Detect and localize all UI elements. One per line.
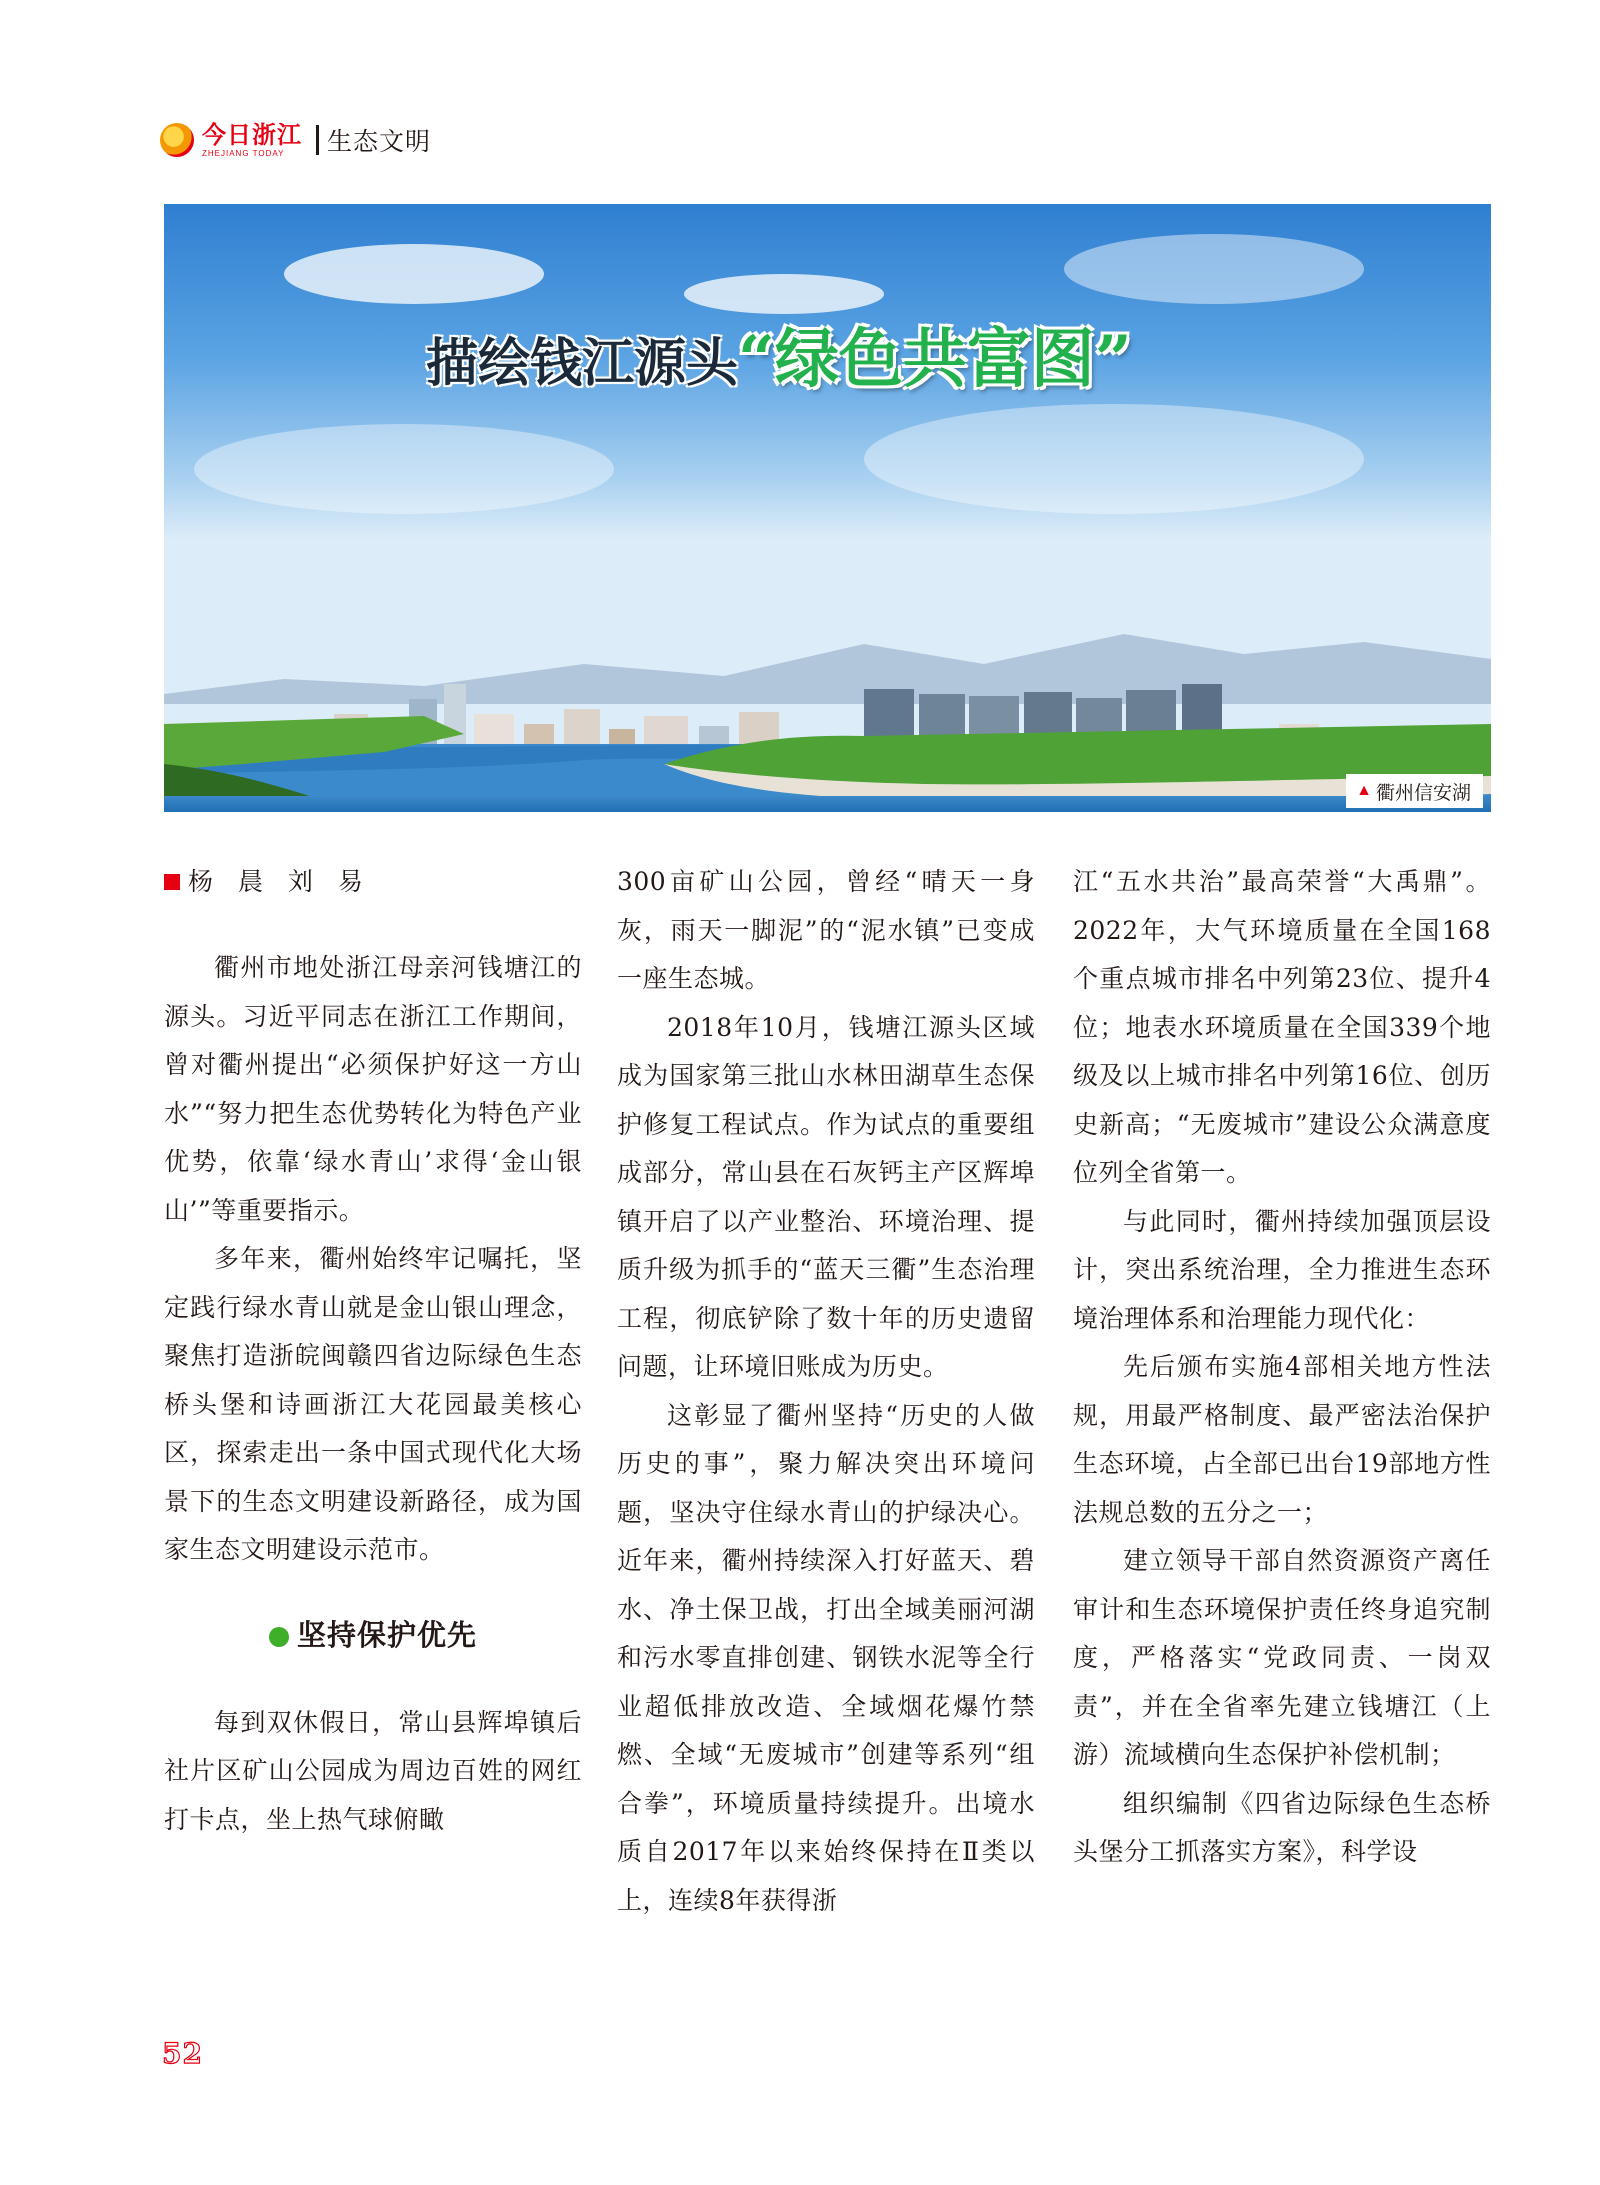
byline (164, 858, 582, 906)
byline-authors: 杨 晨 刘 易 (188, 867, 372, 896)
banner-title-part2: “绿色共富图” (738, 322, 1132, 397)
green-dot-icon (269, 1627, 289, 1647)
section-subheading (164, 1613, 582, 1661)
paragraph: 衢州市地处浙江母亲河钱塘江的源头。习近平同志在浙江工作期间，曾对衢州提出“必须保护好这一方山水”“努力把生态优势转化为特色产业优势，依靠‘绿水青山’求得‘金山银山’”等重要指示。 (164, 953, 582, 1225)
paragraph: 每到双休假日，常山县辉埠镇后社片区矿山公园成为周边百姓的网红打卡点，坐上热气球俯瞰 (164, 1707, 582, 1834)
subheading-text: 坚持保护优先 (296, 1620, 477, 1653)
paragraph: 组织编制《四省边际绿色生态桥头堡分工抓落实方案》，科学设 (1073, 1788, 1491, 1866)
article-column-1 (164, 858, 582, 1844)
banner-title-part1: 描绘钱江源头 (426, 333, 739, 394)
caption-text: 衢州信安湖 (1375, 782, 1471, 804)
page-number: 52 (162, 2037, 203, 2070)
masthead (160, 118, 431, 162)
banner-title (426, 308, 1132, 400)
article-column-2 (617, 858, 1035, 1925)
logo-chinese: 今日浙江 (202, 119, 302, 149)
paragraph: 先后颁布实施4部相关地方性法规，用最严格制度、最严密法治保护生态环境，占全部已出台19部地方性法规总数的五分之一； (1073, 1352, 1491, 1527)
paragraph: 与此同时，衢州持续加强顶层设计，突出系统治理，全力推进生态环境治理体系和治理能力现代化： (1073, 1206, 1491, 1333)
paragraph-continued: 江“五水共治”最高荣誉“大禹鼎”。2022年，大气环境质量在全国168个重点城市排名中列第23位、提升4位；地表水环境质量在全国339个地级及以上城市排名中列第16位、创历史新高；“无废城市”建设公众满意度位列全省第一。 (1073, 867, 1491, 1187)
paragraph: 多年来，衢州始终牢记嘱托，坚定践行绿水青山就是金山银山理念，聚焦打造浙皖闽赣四省边际绿色生态桥头堡和诗画浙江大花园最美核心区，探索走出一条中国式现代化大场景下的生态文明建设新路径，成为国家生态文明建设示范市。 (164, 1244, 582, 1564)
caption-triangle-icon: ▲ (1356, 782, 1372, 799)
logo-icon (160, 123, 194, 157)
logo (202, 119, 302, 158)
landscape (164, 204, 1491, 812)
paragraph: 这彰显了衢州坚持“历史的人做历史的事”，聚力解决突出环境问题，坚决守住绿水青山的护绿决心。近年来，衢州持续深入打好蓝天、碧水、净土保卫战，打出全域美丽河湖和污水零直排创建、钢铁水泥等全行业超低排放改造、全域烟花爆竹禁燃、全域“无废城市”创建等系列“组合拳”，环境质量持续提升。出境水质自2017年以来始终保持在Ⅱ类以上，连续8年获得浙 (617, 1400, 1035, 1915)
section-title: 生态文明 (327, 128, 432, 156)
photo-caption (1346, 774, 1483, 808)
paragraph: 2018年10月，钱塘江源头区域成为国家第三批山水林田湖草生态保护修复工程试点。作为试点的重要组成部分，常山县在石灰钙主产区辉埠镇开启了以产业整治、环境治理、提质升级为抓手的“蓝天三衢”生态治理工程，彻底铲除了数十年的历史遗留问题，让环境旧账成为历史。 (617, 1012, 1035, 1381)
paragraph: 建立领导干部自然资源资产离任审计和生态环境保护责任终身追究制度，严格落实“党政同责、一岗双责”，并在全省率先建立钱塘江（上游）流域横向生态保护补偿机制； (1073, 1546, 1491, 1769)
paragraph-continued: 300亩矿山公园，曾经“晴天一身灰，雨天一脚泥”的“泥水镇”已变成一座生态城。 (617, 867, 1035, 993)
article-column-3 (1073, 858, 1491, 1877)
lake-water (164, 796, 1491, 812)
byline-square-icon (164, 874, 180, 890)
header-divider (316, 125, 319, 155)
banner-photo (164, 204, 1491, 812)
logo-english: ZHEJIANG TODAY (202, 148, 285, 158)
